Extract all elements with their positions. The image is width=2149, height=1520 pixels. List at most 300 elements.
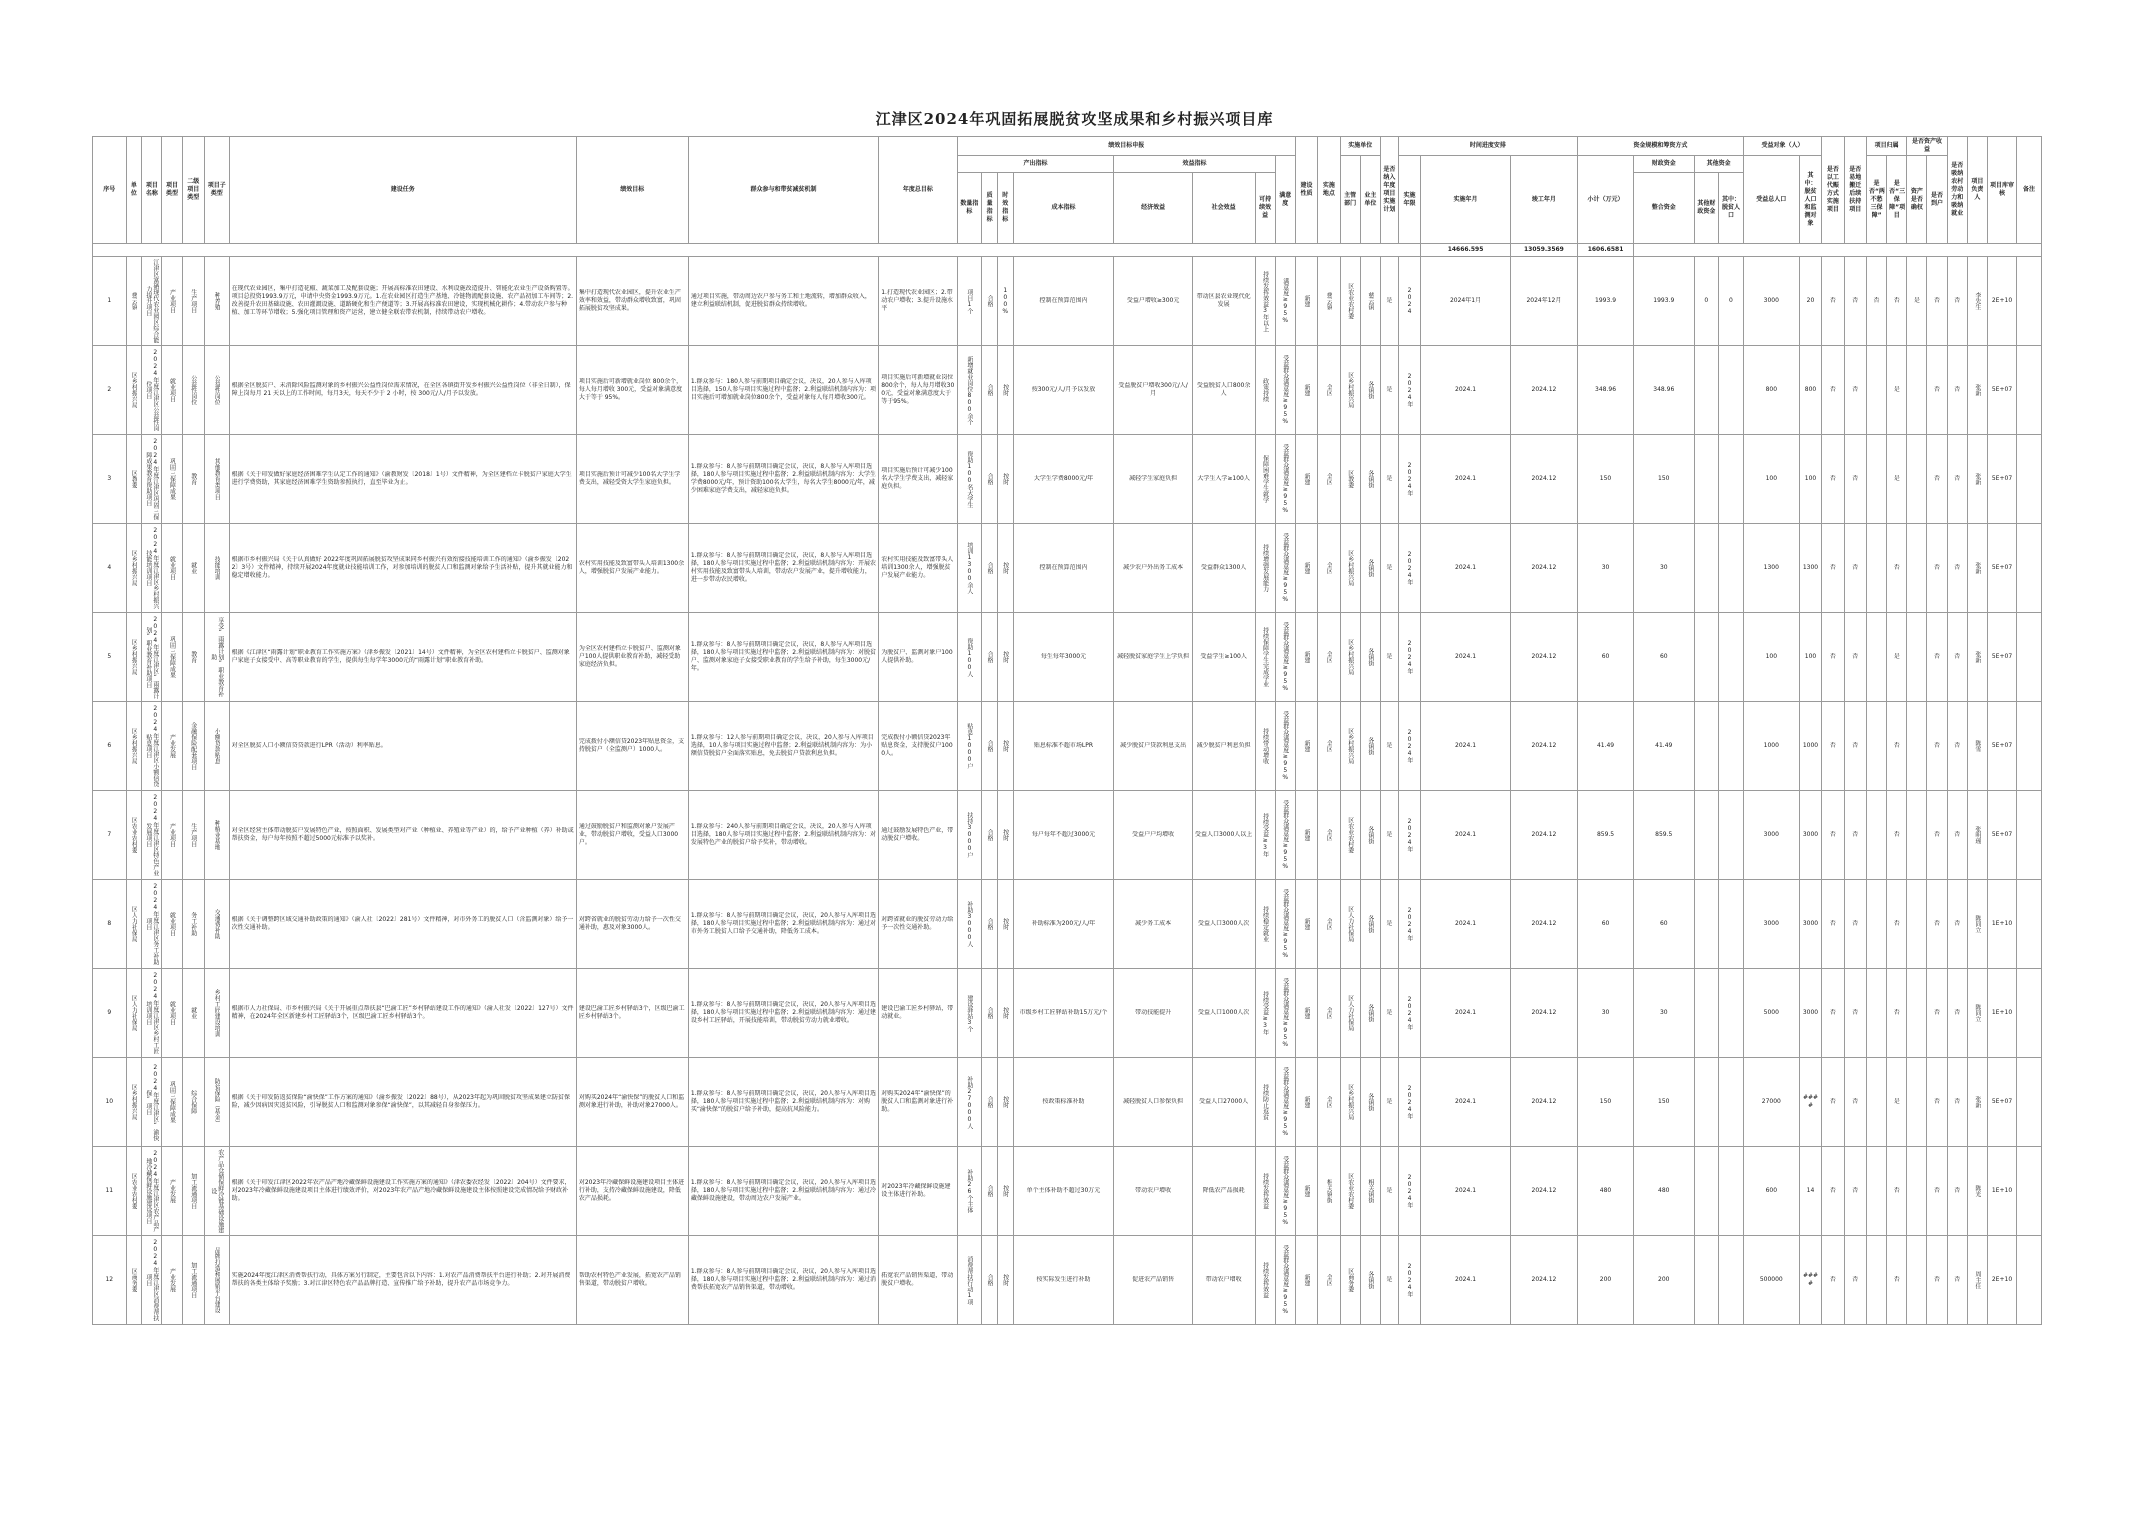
cell-sustain xyxy=(1255,702,1275,791)
cell-p2-text: 否 xyxy=(1893,297,1900,304)
cell-resp xyxy=(1967,257,1987,346)
cell-fiscal xyxy=(1634,791,1694,880)
cell-qty xyxy=(957,880,982,969)
cell-implement-text: 各镇街 xyxy=(1366,470,1374,488)
cell-unit-text: 区乡村振兴局 xyxy=(130,728,138,764)
cell-p2 xyxy=(1887,257,1907,346)
cell-other xyxy=(1694,969,1719,1058)
cell-sub2 xyxy=(182,969,204,1058)
header-review: 项目库审核 xyxy=(1987,137,2016,244)
cell-no-text: 10 xyxy=(105,1098,114,1105)
cell-nature-text: 新建 xyxy=(1303,829,1311,841)
cell-pname xyxy=(142,702,162,791)
cell-p2 xyxy=(1887,1236,1907,1325)
cell-timely-text: 按时 xyxy=(1001,918,1009,930)
cell-annual-text: 完成拨付小额信贷2023年贴息资金，支持脱贫户1000人。 xyxy=(881,734,953,757)
cell-qual xyxy=(982,257,998,346)
cell-p2 xyxy=(1887,346,1907,435)
cell-implement xyxy=(1360,969,1380,1058)
cell-competent xyxy=(1340,1236,1360,1325)
cell-qual-text: 合格 xyxy=(986,1096,994,1108)
cell-timely xyxy=(997,435,1013,524)
cell-competent xyxy=(1340,969,1360,1058)
cell-content-text: 根据《关于调整跨区域交通补助政策的通知》（渝人社〔2022〕281号）文件精神，对市外务工的脱贫人口（含监测对象）给予一次性交通补助。 xyxy=(231,916,574,931)
cell-depart xyxy=(1987,791,2016,880)
header-fiscal: 财政资金 xyxy=(1634,156,1694,173)
cell-nature-text: 新建 xyxy=(1303,918,1311,930)
cell-sched-text: 2024年 xyxy=(1406,1085,1414,1119)
cell-satis-text: 受益群众满意度≥95% xyxy=(1281,978,1289,1048)
cell-pname xyxy=(142,435,162,524)
cell-annual xyxy=(879,524,957,613)
cell-no-text: 1 xyxy=(107,297,112,304)
cell-q3 xyxy=(1947,613,1967,702)
cell-qty-text: 消费帮扶行动1项 xyxy=(965,1255,973,1305)
cell-qual xyxy=(982,880,998,969)
cell-fiscal-text: 41.49 xyxy=(1655,742,1673,749)
cell-q3 xyxy=(1947,969,1967,1058)
cell-q3-text: 否 xyxy=(1954,742,1961,749)
cell-qty xyxy=(957,435,982,524)
cell-fiscal xyxy=(1634,524,1694,613)
cell-timely-text: 按时 xyxy=(1001,384,1009,396)
cell-sub2-text: 综合保障 xyxy=(189,1090,197,1114)
cell-pname-text: 2024年度江津区农产品产地冷藏保鲜设施建设项目 xyxy=(144,1150,159,1232)
total-amount: 14666.595 xyxy=(1421,244,1511,257)
cell-p2 xyxy=(1887,880,1907,969)
cell-q1-text: 否 xyxy=(1829,742,1836,749)
cell-start xyxy=(1421,1058,1511,1147)
cell-timely-text: 按时 xyxy=(1001,562,1009,574)
cell-total xyxy=(1578,969,1634,1058)
cell-unit xyxy=(126,257,142,346)
cell-end-text: 2024.12 xyxy=(1531,1098,1557,1105)
cell-goal xyxy=(576,346,688,435)
cell-start xyxy=(1421,791,1511,880)
cell-mech xyxy=(688,257,878,346)
cell-fiscal-text: 30 xyxy=(1659,564,1668,571)
header-total: 小计（万元） xyxy=(1578,156,1634,244)
cell-q2 xyxy=(1844,613,1866,702)
cell-nature xyxy=(1295,1058,1317,1147)
cell-sustain-text: 保障困难学生就学 xyxy=(1261,455,1269,503)
cell-q1 xyxy=(1822,346,1844,435)
cell-annual xyxy=(879,1147,957,1236)
cell-loc xyxy=(1318,1147,1340,1236)
cell-asset2 xyxy=(1927,524,1947,613)
cell-end-text: 2024.12 xyxy=(1531,475,1557,482)
cell-qual xyxy=(982,524,998,613)
cell-p1 xyxy=(1866,791,1886,880)
cell-nature xyxy=(1295,257,1317,346)
cell-econ-text: 减轻脱贫家庭学生上学负担 xyxy=(1117,653,1190,660)
cell-other xyxy=(1694,524,1719,613)
cell-asset1 xyxy=(1907,524,1927,613)
cell-yearplan xyxy=(1380,435,1398,524)
cell-qual-text: 合格 xyxy=(986,1274,994,1286)
cell-pname xyxy=(142,1147,162,1236)
cell-mech xyxy=(688,702,878,791)
cell-social xyxy=(1192,346,1255,435)
cell-p1 xyxy=(1866,1147,1886,1236)
cell-content-text: 对全区脱贫人口小额信贷贷款进行LPR（活动）利率贴息。 xyxy=(231,742,387,749)
cell-pname-text: 2024年度江津区乡村工匠培训项目 xyxy=(144,972,159,1054)
cell-end xyxy=(1510,791,1577,880)
cell-sub2-text: 生产项目 xyxy=(189,289,197,313)
cell-unit-text: 区人力社保局 xyxy=(130,995,138,1031)
cell-yearplan xyxy=(1380,613,1398,702)
cell-sub3-text: 品牌打造和展销平台建设 xyxy=(213,1247,221,1313)
table-row xyxy=(93,1236,2042,1325)
cell-asset1 xyxy=(1907,1147,1927,1236)
table-row xyxy=(93,346,2042,435)
cell-timely xyxy=(997,702,1013,791)
cell-q1-text: 否 xyxy=(1829,1009,1836,1016)
cell-p1 xyxy=(1866,880,1886,969)
cell-competent-text: 区乡村振兴局 xyxy=(1346,639,1354,675)
cell-other xyxy=(1694,702,1719,791)
cell-satis-text: 受益群众满意度≥95% xyxy=(1281,1245,1289,1315)
cell-ptype-text: 产业项目 xyxy=(168,823,176,847)
cell-econ-text: 减轻学生家庭负担 xyxy=(1129,475,1178,482)
cell-qual-text: 合格 xyxy=(986,1185,994,1197)
cell-econ xyxy=(1114,524,1192,613)
cell-unit xyxy=(126,1058,142,1147)
cell-econ xyxy=(1114,435,1192,524)
cell-sub3 xyxy=(204,435,229,524)
cell-cost xyxy=(1013,791,1114,880)
cell-satis-text: 受益群众满意度≥95% xyxy=(1281,355,1289,425)
cell-sub2-text: 务工补助 xyxy=(189,912,197,936)
cell-depart-text: 2E+10 xyxy=(1991,297,2013,304)
cell-nature-text: 新建 xyxy=(1303,740,1311,752)
cell-timely xyxy=(997,257,1013,346)
cell-qual-text: 合格 xyxy=(986,562,994,574)
cell-q3-text: 否 xyxy=(1954,831,1961,838)
document-title: 江津区2024年巩固拓展脱贫攻坚成果和乡村振兴项目库 xyxy=(875,110,1274,128)
cell-loc xyxy=(1318,1058,1340,1147)
cell-annual xyxy=(879,346,957,435)
cell-qty xyxy=(957,791,982,880)
cell-social-text: 受益人口3000人次 xyxy=(1198,920,1250,927)
cell-depart-text: 5E+07 xyxy=(1991,653,2013,660)
cell-social-text: 降低农产品损耗 xyxy=(1202,1187,1245,1194)
cell-sub3-text: 农产品仓储保鲜冷链基础设施建设 xyxy=(209,1149,224,1233)
cell-pname-text: 2024年度江津区务工补助项目 xyxy=(144,883,159,965)
cell-other2 xyxy=(1719,435,1744,524)
cell-qual-text: 合格 xyxy=(986,1007,994,1019)
cell-end xyxy=(1510,880,1577,969)
cell-qty xyxy=(957,257,982,346)
cell-nature xyxy=(1295,524,1317,613)
header-performance: 绩效目标申报 xyxy=(957,137,1295,156)
cell-goal xyxy=(576,1236,688,1325)
cell-total-text: 150 xyxy=(1599,475,1612,482)
cell-p2-text: 否 xyxy=(1893,1187,1900,1194)
cell-loc xyxy=(1318,613,1340,702)
cell-total xyxy=(1578,524,1634,613)
cell-sustain xyxy=(1255,880,1275,969)
cell-no-text: 3 xyxy=(107,475,112,482)
cell-satis xyxy=(1275,969,1295,1058)
cell-depart-text: 5E+07 xyxy=(1991,1098,2013,1105)
cell-note xyxy=(2017,1058,2042,1147)
cell-implement xyxy=(1360,880,1380,969)
cell-sustain-text: 持续保障学生完成学业 xyxy=(1261,627,1269,687)
cell-sustain-text: 持续发挥效益 xyxy=(1261,1262,1269,1298)
table-row xyxy=(93,257,2042,346)
cell-qual xyxy=(982,346,998,435)
cell-cost xyxy=(1013,524,1114,613)
cell-cost xyxy=(1013,1236,1114,1325)
cell-sched xyxy=(1398,435,1420,524)
cell-content xyxy=(229,880,576,969)
cell-timely-text: 100% xyxy=(1001,287,1009,315)
cell-sub2 xyxy=(182,1147,204,1236)
cell-qty-text: 培训1300余人 xyxy=(965,542,973,594)
cell-sub3 xyxy=(204,702,229,791)
cell-pname xyxy=(142,257,162,346)
cell-q1 xyxy=(1822,1236,1844,1325)
header-responsible: 项目负责人 xyxy=(1967,137,1987,244)
cell-p2-text: 是 xyxy=(1893,1098,1900,1105)
cell-nature xyxy=(1295,613,1317,702)
cell-depart-text: 5E+07 xyxy=(1991,742,2013,749)
cell-fiscal-text: 150 xyxy=(1658,1098,1670,1105)
cell-satis-text: 受益群众满意度≥95% xyxy=(1281,889,1289,959)
cell-q3-text: 否 xyxy=(1954,1276,1961,1283)
cell-loc xyxy=(1318,524,1340,613)
cell-people xyxy=(1743,613,1799,702)
cell-end xyxy=(1510,346,1577,435)
cell-cost-text: 每生每年3000元 xyxy=(1040,653,1087,660)
cell-competent xyxy=(1340,702,1360,791)
table-row xyxy=(93,702,2042,791)
cell-fiscal-text: 30 xyxy=(1659,1009,1668,1016)
cell-annual-text: 1.打造现代农业园区；2.带动农户增收；3.提升设施水平 xyxy=(881,289,953,312)
cell-q3 xyxy=(1947,435,1967,524)
cell-loc-text: 慈云镇 xyxy=(1325,292,1333,310)
cell-poor-text: 1000 xyxy=(1802,742,1819,749)
cell-poor xyxy=(1799,435,1821,524)
header-quality: 质量指标 xyxy=(982,173,998,244)
cell-total-text: 1993.9 xyxy=(1595,297,1617,304)
cell-qty xyxy=(957,346,982,435)
cell-total-text: 60 xyxy=(1601,653,1610,660)
cell-social xyxy=(1192,1058,1255,1147)
cell-social-text: 受益脱贫人口800余人 xyxy=(1196,382,1251,397)
cell-resp xyxy=(1967,524,1987,613)
cell-other xyxy=(1694,435,1719,524)
cell-econ xyxy=(1114,346,1192,435)
cell-satis xyxy=(1275,1236,1295,1325)
header-dev: 其中：脱贫人口 xyxy=(1719,173,1744,244)
cell-end xyxy=(1510,1236,1577,1325)
cell-resp xyxy=(1967,1147,1987,1236)
cell-nature xyxy=(1295,791,1317,880)
cell-start xyxy=(1421,1236,1511,1325)
header-attribution: 项目归属 xyxy=(1866,137,1906,156)
cell-annual-text: 农村实用技能及致富带头人培训1300余人，增强脱贫户发展产业能力。 xyxy=(881,556,954,579)
cell-sustain xyxy=(1255,1058,1275,1147)
cell-sched-text: 2024年 xyxy=(1406,729,1414,763)
cell-depart xyxy=(1987,1058,2016,1147)
header-other: 其他资金 xyxy=(1694,156,1743,173)
cell-annual-text: 对跨省就业的脱贫劳动力给予一次性交通补助。 xyxy=(881,916,954,931)
cell-people xyxy=(1743,969,1799,1058)
cell-sub2-text: 就业 xyxy=(189,1007,197,1019)
cell-q3-text: 否 xyxy=(1954,920,1961,927)
cell-p1 xyxy=(1866,702,1886,791)
cell-q1 xyxy=(1822,1058,1844,1147)
cell-goal xyxy=(576,524,688,613)
cell-sub2-text: 金融保险配套项目 xyxy=(189,722,197,770)
cell-content-text: 根据《关于印发防返贫保险“渝快保”工作方案的通知》（渝乡振发〔2022〕88号），从2023年起为巩固脱贫攻坚成果建立防贫保险，减少因病因灾返贫风险，引导脱贫人口和监测对象参保“渝快保”，以其减轻自身参保压力。 xyxy=(231,1094,571,1109)
cell-start-text: 2024年1月 xyxy=(1449,297,1482,304)
cell-no-text: 5 xyxy=(107,653,112,660)
cell-annual-text: 项目实施后预计可减少100名大学生学费支出，减轻家庭负担。 xyxy=(881,467,954,490)
cell-qual xyxy=(982,435,998,524)
cell-resp xyxy=(1967,880,1987,969)
cell-fiscal xyxy=(1634,880,1694,969)
cell-qual-text: 合格 xyxy=(986,740,994,752)
cell-satis xyxy=(1275,791,1295,880)
cell-q3-text: 否 xyxy=(1954,475,1961,482)
cell-yearplan xyxy=(1380,1236,1398,1325)
cell-goal-text: 为全区农村建档立卡脱贫户、监测对象户100人提供职业教育补助，减轻受助家庭经济负担。 xyxy=(578,645,681,668)
cell-ptype xyxy=(162,257,182,346)
cell-mech xyxy=(688,346,878,435)
cell-econ xyxy=(1114,702,1192,791)
header-p2: 是否“三保障”项目 xyxy=(1887,156,1907,244)
cell-sched-text: 2024年 xyxy=(1406,818,1414,852)
cell-q3 xyxy=(1947,791,1967,880)
cell-content xyxy=(229,702,576,791)
cell-social xyxy=(1192,1236,1255,1325)
cell-sub3-text: 公益性岗位 xyxy=(213,375,221,405)
cell-yearplan xyxy=(1380,1147,1398,1236)
cell-implement-text: 各镇街 xyxy=(1366,826,1374,844)
cell-social-text: 带动区县农业现代化发展 xyxy=(1196,293,1251,308)
cell-sustain xyxy=(1255,969,1275,1058)
cell-econ-text: 带动农户增收 xyxy=(1135,1187,1172,1194)
cell-mech-text: 1.群众参与：8人参与前期项目确定会议，决议，20人参与入库项目选择，180人参与项目实施过程中监督；2.利益联结机制内容为：通过冷藏保鲜设施建设，带动周边农户发展产业。 xyxy=(690,1179,876,1202)
cell-start xyxy=(1421,702,1511,791)
cell-annual xyxy=(879,791,957,880)
cell-resp-text: 张新 xyxy=(1973,562,1981,574)
cell-poor-text: #### xyxy=(1802,1272,1819,1287)
cell-no xyxy=(93,435,127,524)
cell-implement xyxy=(1360,613,1380,702)
cell-satis xyxy=(1275,346,1295,435)
cell-qty xyxy=(957,702,982,791)
cell-total xyxy=(1578,880,1634,969)
cell-nature-text: 新建 xyxy=(1303,295,1311,307)
cell-social xyxy=(1192,791,1255,880)
cell-depart-text: 1E+10 xyxy=(1991,1009,2013,1016)
cell-cost-text: 补助标准为200元/人/年 xyxy=(1031,920,1096,927)
cell-start xyxy=(1421,969,1511,1058)
cell-sustain xyxy=(1255,257,1275,346)
cell-poor xyxy=(1799,346,1821,435)
cell-implement xyxy=(1360,702,1380,791)
cell-timely xyxy=(997,1236,1013,1325)
cell-timely xyxy=(997,969,1013,1058)
cell-no xyxy=(93,969,127,1058)
cell-fiscal xyxy=(1634,1147,1694,1236)
cell-fiscal-text: 150 xyxy=(1658,475,1670,482)
cell-ptype-text: 巩固三保障成果 xyxy=(168,1081,176,1123)
cell-implement-text: 各镇街 xyxy=(1366,648,1374,666)
cell-q1 xyxy=(1822,969,1844,1058)
cell-ptype xyxy=(162,346,182,435)
cell-q2-text: 否 xyxy=(1852,653,1859,660)
cell-sched xyxy=(1398,257,1420,346)
cell-qty xyxy=(957,1147,982,1236)
cell-pname xyxy=(142,1236,162,1325)
cell-goal-text: 集中打造现代农业园区，提升农业生产效率和效益，带动群众增收致富，巩固拓展脱贫攻坚成果。 xyxy=(578,289,681,312)
cell-people xyxy=(1743,257,1799,346)
cell-q3 xyxy=(1947,346,1967,435)
header-sustain: 可持续效益 xyxy=(1255,173,1275,244)
cell-q1-text: 否 xyxy=(1829,920,1836,927)
cell-p1-text: 否 xyxy=(1873,297,1880,304)
cell-fiscal xyxy=(1634,1058,1694,1147)
cell-people xyxy=(1743,346,1799,435)
cell-start-text: 2024.1 xyxy=(1455,475,1477,482)
cell-nature-text: 新建 xyxy=(1303,1096,1311,1108)
cell-people xyxy=(1743,1058,1799,1147)
cell-note xyxy=(2017,346,2042,435)
cell-resp xyxy=(1967,969,1987,1058)
cell-sustain-text: 持续增强发展能力 xyxy=(1261,544,1269,592)
header-effect: 效益指标 xyxy=(1114,156,1275,173)
cell-poor xyxy=(1799,1236,1821,1325)
header-p1: 是否“两不愁三保障” xyxy=(1866,156,1886,244)
cell-p2-text: 否 xyxy=(1893,564,1900,571)
cell-depart-text: 5E+07 xyxy=(1991,564,2013,571)
cell-p2-text: 否 xyxy=(1893,742,1900,749)
cell-p2-text: 否 xyxy=(1893,920,1900,927)
cell-p2 xyxy=(1887,969,1907,1058)
cell-people-text: 3000 xyxy=(1763,920,1779,927)
cell-sched xyxy=(1398,1147,1420,1236)
cell-unit-text: 区教委 xyxy=(130,470,138,488)
cell-econ-text: 减少农户外出务工成本 xyxy=(1123,564,1184,571)
cell-sustain xyxy=(1255,1236,1275,1325)
cell-cost-text: 贴息标准不超市场LPR xyxy=(1033,742,1094,749)
cell-total-text: 41.49 xyxy=(1596,742,1615,749)
cell-start xyxy=(1421,346,1511,435)
cell-resp xyxy=(1967,346,1987,435)
cell-loc-text: 全区 xyxy=(1325,918,1333,930)
cell-cost-text: 控制在预算范围内 xyxy=(1039,297,1088,304)
cell-poor-text: #### xyxy=(1802,1094,1819,1109)
cell-p2 xyxy=(1887,524,1907,613)
cell-note xyxy=(2017,969,2042,1058)
cell-ptype-text: 就业项目 xyxy=(168,1001,176,1025)
cell-resp-text: 张新 xyxy=(1973,1096,1981,1108)
cell-note xyxy=(2017,257,2042,346)
cell-people xyxy=(1743,524,1799,613)
cell-unit-text: 区乡村振兴局 xyxy=(130,1084,138,1120)
cell-sched xyxy=(1398,1058,1420,1147)
cell-social xyxy=(1192,969,1255,1058)
cell-pname-text: 2024年度江津区“渝快保”项目 xyxy=(144,1063,159,1141)
cell-start xyxy=(1421,1147,1511,1236)
cell-end xyxy=(1510,1147,1577,1236)
header-poor: 其中：脱贫人口和监测对象 xyxy=(1799,156,1821,244)
